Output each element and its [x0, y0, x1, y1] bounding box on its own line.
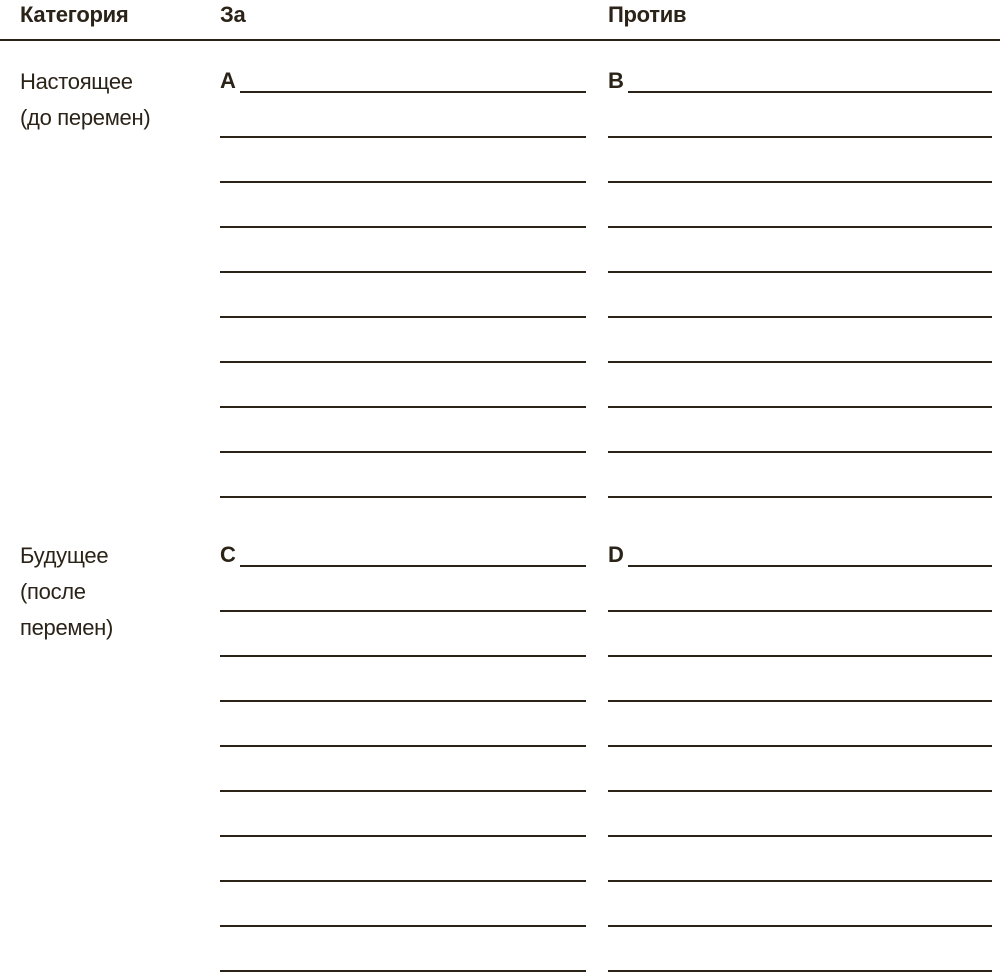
answer-line[interactable]: [608, 183, 992, 228]
cell-letter: D: [608, 542, 624, 567]
answer-line[interactable]: [220, 657, 586, 702]
answer-line[interactable]: [220, 882, 586, 927]
row-label-line: Настоящее: [20, 69, 133, 94]
answer-line[interactable]: [220, 792, 586, 837]
header-divider: [0, 39, 1000, 41]
cell-future-con: [608, 541, 992, 972]
answer-line[interactable]: [608, 363, 992, 408]
underline: [608, 496, 992, 498]
answer-line[interactable]: [220, 567, 586, 612]
answer-line[interactable]: [608, 273, 992, 318]
answer-line[interactable]: [608, 93, 992, 138]
answer-line[interactable]: [608, 567, 992, 612]
answer-line[interactable]: [220, 927, 586, 972]
answer-line[interactable]: [608, 228, 992, 273]
answer-line[interactable]: [608, 837, 992, 882]
answer-line[interactable]: [608, 318, 992, 363]
cell-present-pro: [220, 67, 586, 498]
header-category: Категория: [20, 2, 129, 27]
cell-letter: C: [220, 542, 236, 567]
row-label-line: (после: [20, 579, 86, 604]
answer-line[interactable]: [220, 363, 586, 408]
answer-line[interactable]: [220, 453, 586, 498]
answer-line[interactable]: [608, 612, 992, 657]
answer-line[interactable]: [220, 747, 586, 792]
answer-line[interactable]: [608, 927, 992, 972]
answer-line[interactable]: [220, 837, 586, 882]
answer-line[interactable]: [220, 702, 586, 747]
answer-line[interactable]: [220, 273, 586, 318]
answer-line[interactable]: [608, 657, 992, 702]
answer-line[interactable]: [608, 138, 992, 183]
cell-letter: B: [608, 68, 624, 93]
row-label-line: перемен): [20, 615, 114, 640]
header-pro: За: [220, 2, 246, 27]
answer-line[interactable]: [608, 67, 992, 93]
answer-line[interactable]: [220, 93, 586, 138]
header-con: Против: [608, 2, 687, 27]
row-label-future: [20, 538, 113, 646]
underline: [220, 496, 586, 498]
answer-line[interactable]: [220, 228, 586, 273]
answer-line[interactable]: [608, 747, 992, 792]
answer-line[interactable]: [608, 702, 992, 747]
answer-line[interactable]: [608, 792, 992, 837]
answer-line[interactable]: [608, 882, 992, 927]
answer-line[interactable]: [608, 541, 992, 567]
answer-line[interactable]: [608, 453, 992, 498]
answer-line[interactable]: [220, 541, 586, 567]
answer-line[interactable]: [220, 67, 586, 93]
answer-line[interactable]: [220, 318, 586, 363]
answer-line[interactable]: [220, 138, 586, 183]
cell-letter: A: [220, 68, 236, 93]
cell-present-con: [608, 67, 992, 498]
answer-line[interactable]: [220, 183, 586, 228]
answer-line[interactable]: [220, 612, 586, 657]
answer-line[interactable]: [220, 408, 586, 453]
row-label-line: (до перемен): [20, 105, 151, 130]
answer-line[interactable]: [608, 408, 992, 453]
cell-future-pro: [220, 541, 586, 972]
row-label-present: [20, 64, 150, 136]
row-label-line: Будущее: [20, 543, 109, 568]
